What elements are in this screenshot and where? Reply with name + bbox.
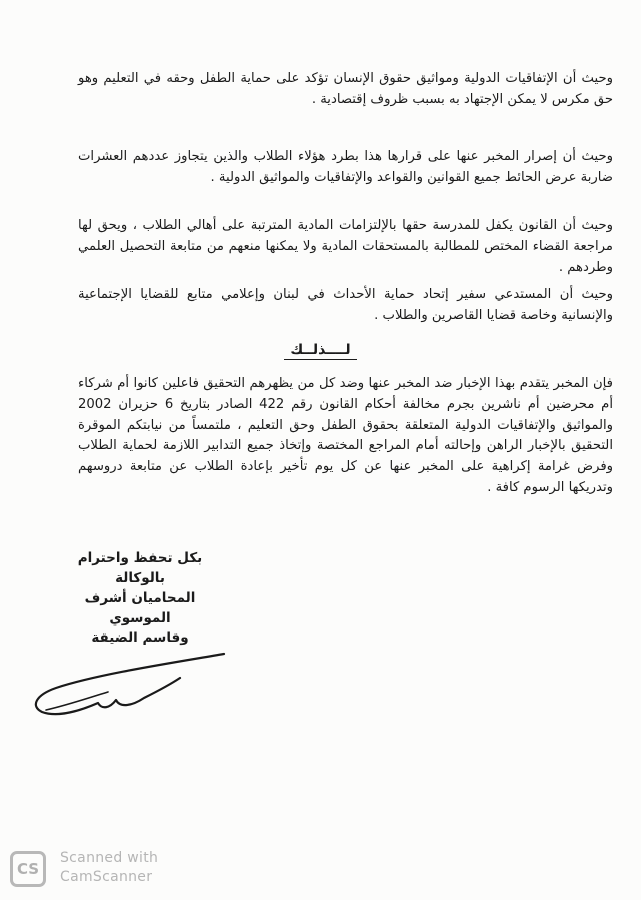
camscanner-watermark [10,849,220,889]
closing-lawyer-second: وقاسم الضيقة [91,630,189,646]
paragraph-international-conventions: وحيث أن الإتفاقيات الدولية ومواثيق حقوق الإنسان تؤكد على حماية الطفل وحقه في التعليم وهو حق مكرس لا يمكن الإجتهاد به بسبب ظروف إقتصادية . [78,71,613,107]
paragraph-request: فإن المخبر يتقدم بهذا الإخبار ضد المخبر عنها وضد كل من يظهرهم التحقيق فاعلين كانوا أم شركاء أم محرضين أم ناشرين بجرم مخالفة أحكام القانون رقم 422 الصادر بتاريخ 6 حزيران 2002 والمواثيق والإتفاقيات الدولية المتعلقة بحقوق الطفل وحق التعليم ، ملتمساً من نيابتكم الموقرة التحقيق بالإخبار الراهن وإحالته أمام المراجع المختصة وإتخاذ جميع التدابير اللازمة لحماية الطلاب وفرض غرامة إكراهية على المخبر عنها عن كل يوم تأخير بإعادة الطلاب عن متابعة دروسهم وتدريكها الرسوم كافة . [78,376,613,495]
watermark-text [60,849,158,887]
closing-lawyer-names: المحاميان أشرف الموسوي [84,590,196,626]
paragraph-insistence-expulsion: وحيث أن إصرار المخبر عنها على قرارها هذا بطرد هؤلاء الطلاب والذين يتجاوز عددهم العشرات ضاربة عرض الحائط جميع القوانين والقواعد والإتفاقيات والمواثيق الدولية . [78,149,613,185]
paragraph-law-guarantees: وحيث أن القانون يكفل للمدرسة حقها بالإلتزامات المادية المترتبة على أهالي الطلاب ، ويحق لها مراجعة القضاء المختص للمطالبة بالمستحقات المادية ولا يمكنها منعهم من متابعة التحصيل العلمي وطردهم . [78,218,613,275]
closing-by-proxy: بالوكالة [115,570,165,586]
paragraph-complainant: وحيث أن المستدعي سفير إتحاد حماية الأحداث في لبنان وإعلامي متابع للقضايا الإجتماعية والإنسانية وخاصة قضايا القاصرين والطلاب . [78,287,613,323]
closing-regards: بكل تحفظ واحترام [77,550,203,566]
handwritten-signature [28,648,233,728]
section-heading [0,342,641,358]
watermark-line2: CamScanner [60,869,153,885]
camscanner-logo-icon: CS [10,851,46,887]
heading-text: لــــذلــك [284,342,356,360]
watermark-line1: Scanned with [60,850,159,866]
closing-block [60,548,220,648]
